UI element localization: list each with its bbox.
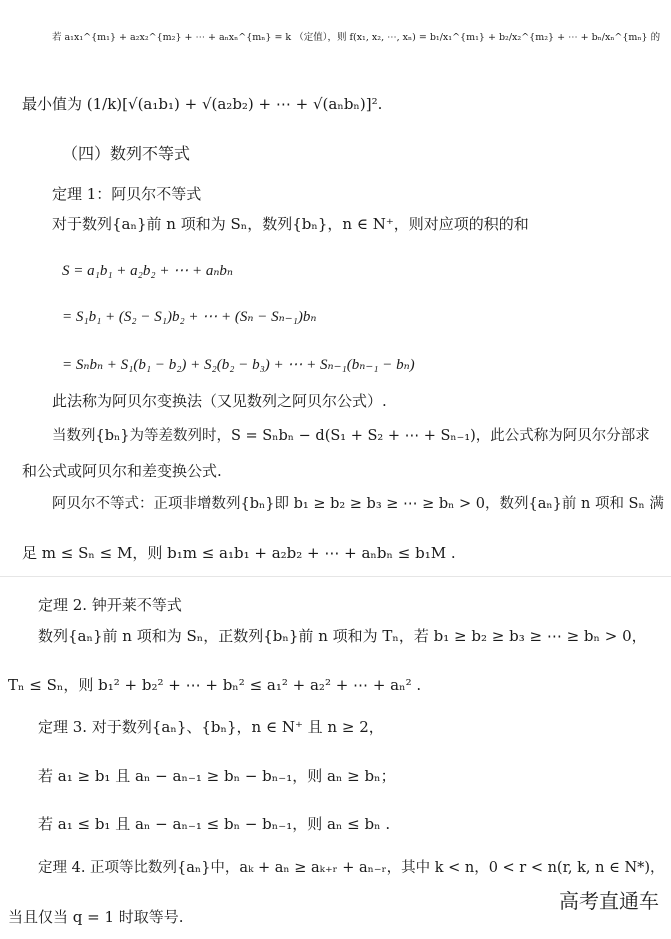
abel-inequality-statement: 阿贝尔不等式：正项非增数列{bₙ}即 b₁ ≥ b₂ ≥ b₃ ≥ ⋯ ≥ bₙ > 0，数列{aₙ}前 n 项和 Sₙ 满 bbox=[52, 496, 664, 512]
theorem3-title: 定理 3. 对于数列{aₙ}、{bₙ}，n ∈ N⁺ 且 n ≥ 2， bbox=[38, 718, 384, 736]
abel-sum-line-1: S = a₁b₁ + a₂b₂ + ⋯ + aₙbₙ bbox=[62, 263, 234, 279]
watermark-text: 高考直通车 bbox=[559, 889, 659, 913]
formula-constraint-line: 若 a₁x₁^{m₁} + a₂x₂^{m₂} + ⋯ + aₙxₙ^{mₙ} = k （定值），则 f(x₁, x₂, ⋯, xₙ) = b₁/x₁^{m₁} + b₂/x₂^{m₂} + ⋯ + bₙ/xₙ^{mₙ} 的 bbox=[52, 32, 661, 43]
theorem1-title: 定理 1：阿贝尔不等式 bbox=[52, 185, 202, 203]
theorem4-equality-condition: 当且仅当 q = 1 时取等号. bbox=[8, 908, 184, 926]
minimum-value-line: 最小值为 (1/k)[√(a₁b₁) + √(a₂b₂) + ⋯ + √(aₙbₙ)]². bbox=[22, 95, 383, 113]
section-divider bbox=[0, 576, 671, 577]
theorem2-setup: 数列{aₙ}前 n 项和为 Sₙ，正数列{bₙ}前 n 项和为 Tₙ，若 b₁ ≥ b₂ ≥ b₃ ≥ ⋯ ≥ bₙ > 0， bbox=[38, 627, 647, 645]
theorem3-case1: 若 a₁ ≥ b₁ 且 aₙ − aₙ₋₁ ≥ bₙ − bₙ₋₁，则 aₙ ≥ bₙ； bbox=[38, 767, 396, 785]
arithmetic-case-line: 当数列{bₙ}为等差数列时，S = Sₙbₙ − d(S₁ + S₂ + ⋯ + Sₙ₋₁)，此公式称为阿贝尔分部求 bbox=[52, 428, 650, 444]
arithmetic-case-line-cont: 和公式或阿贝尔和差变换公式. bbox=[22, 462, 222, 480]
abel-transform-note: 此法称为阿贝尔变换法（又见数列之阿贝尔公式）. bbox=[52, 392, 387, 410]
theorem2-conclusion: Tₙ ≤ Sₙ，则 b₁² + b₂² + ⋯ + bₙ² ≤ a₁² + a₂² + ⋯ + aₙ² . bbox=[8, 676, 422, 694]
section-heading: （四）数列不等式 bbox=[62, 144, 191, 163]
theorem1-setup: 对于数列{aₙ}前 n 项和为 Sₙ，数列{bₙ}，n ∈ N⁺，则对应项的积的和 bbox=[52, 215, 529, 233]
theorem4-statement: 定理 4. 正项等比数列{aₙ}中，aₖ + aₙ ≥ aₖ₊ᵣ + aₙ₋ᵣ，其中 k < n，0 < r < n(r, k, n ∈ N*)， bbox=[38, 860, 665, 876]
theorem2-title: 定理 2. 钟开莱不等式 bbox=[38, 596, 182, 614]
theorem3-case2: 若 a₁ ≤ b₁ 且 aₙ − aₙ₋₁ ≤ bₙ − bₙ₋₁，则 aₙ ≤ bₙ . bbox=[38, 815, 391, 833]
abel-inequality-conclusion: 足 m ≤ Sₙ ≤ M，则 b₁m ≤ a₁b₁ + a₂b₂ + ⋯ + aₙbₙ ≤ b₁M . bbox=[22, 544, 456, 562]
abel-sum-line-3: = Sₙbₙ + S₁(b₁ − b₂) + S₂(b₂ − b₃) + ⋯ + Sₙ₋₁(bₙ₋₁ − bₙ) bbox=[62, 357, 415, 373]
abel-sum-line-2: = S₁b₁ + (S₂ − S₁)b₂ + ⋯ + (Sₙ − Sₙ₋₁)bₙ bbox=[62, 309, 317, 325]
